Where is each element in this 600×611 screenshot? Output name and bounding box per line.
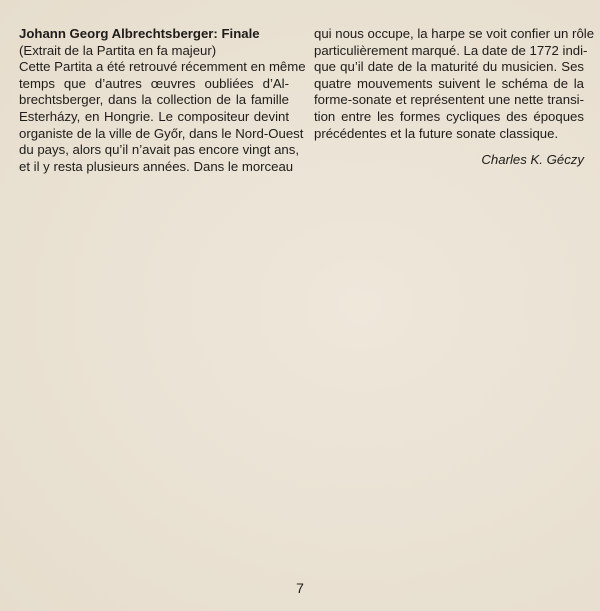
body-line: forme-sonate et représentent une nette transi- [314,92,584,108]
body-line: précédentes et la future sonate classique. [314,125,559,141]
body-line: et il y resta plusieurs années. Dans le morceau [19,158,294,174]
body-line: qui nous occupe, la harpe se voit confier un rôle [314,26,595,41]
article-title: Johann Georg Albrechtsberger: Finale [19,26,260,41]
body-line: temps que d’autres œuvres oubliées d’Al- [19,75,289,91]
body-line: organiste de la ville de Győr, dans le Nord-Ouest [19,125,304,141]
body-line: que qu’il date de la maturité du musicien. Ses [314,59,584,75]
body-line: Esterházy, en Hongrie. Le compositeur devint [19,108,289,124]
body-line: quatre mouvements suivent le schéma de la [314,75,584,91]
body-line: du pays, alors qu’il n’avait pas encore vingt ans, [19,142,300,158]
left-column [19,26,306,175]
page-number: 7 [296,580,304,596]
right-column [314,26,595,169]
article-subtitle: (Extrait de la Partita en fa majeur) [19,42,217,58]
body-line: tion entre les formes cycliques des époques [314,108,584,124]
body-line: particulièrement marqué. La date de 1772 indi- [314,42,588,58]
author-signature: Charles K. Géczy [481,152,584,168]
body-line: brechtsberger, dans la collection de la famille [19,92,289,108]
body-line: Cette Partita a été retrouvé récemment en même [19,59,306,75]
